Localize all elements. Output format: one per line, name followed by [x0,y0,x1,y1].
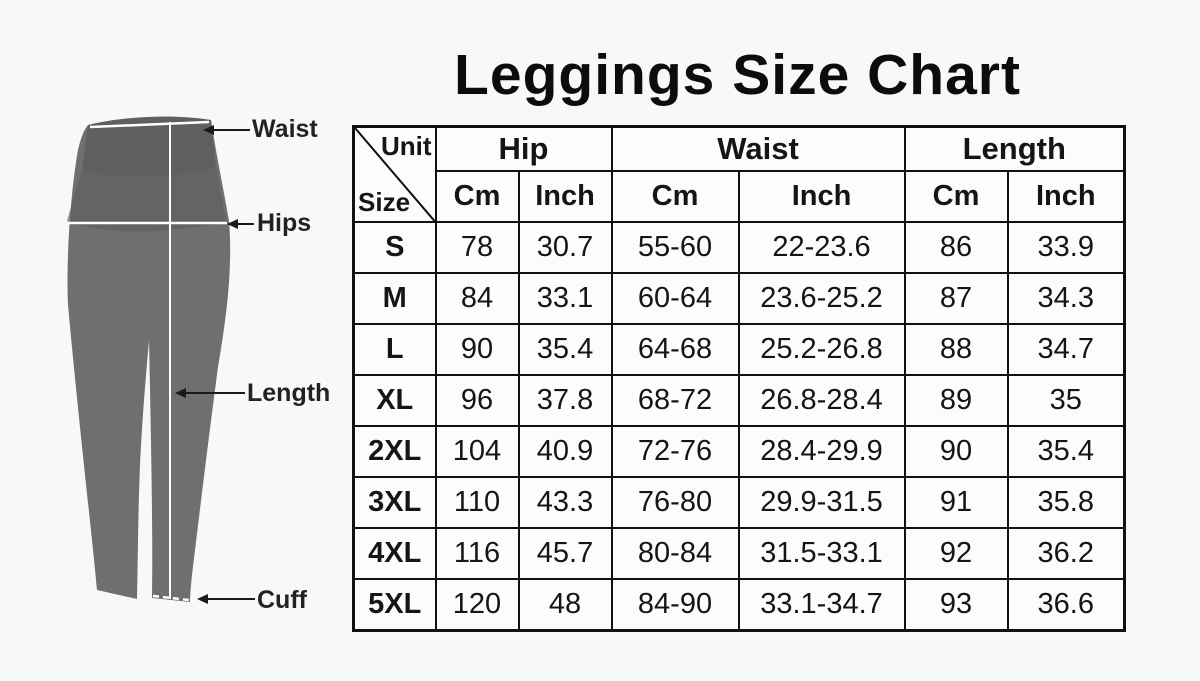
table-cell: 84 [436,273,519,324]
table-unit-header-row [354,171,1125,222]
table-cell: 31.5-33.1 [739,528,905,579]
table-cell: 87 [905,273,1008,324]
table-row [354,375,1125,426]
table-cell: 60-64 [612,273,739,324]
table-cell: 96 [436,375,519,426]
corner-size-label: Size [358,187,411,217]
size-value: L [354,324,436,375]
size-value: 5XL [354,579,436,630]
table-cell: 120 [436,579,519,630]
table-cell: 34.7 [1008,324,1125,375]
header-length: Length [905,127,1125,171]
table-cell: 93 [905,579,1008,630]
size-value: XL [354,375,436,426]
table-row [354,222,1125,273]
table-cell: 91 [905,477,1008,528]
header-length-inch: Inch [1008,171,1125,222]
table-cell: 80-84 [612,528,739,579]
header-hip: Hip [436,127,612,171]
table-cell: 28.4-29.9 [739,426,905,477]
cuff-arrow [197,594,255,604]
table-cell: 37.8 [519,375,612,426]
table-cell: 48 [519,579,612,630]
table-cell: 116 [436,528,519,579]
table-row [354,273,1125,324]
waist-label: Waist [252,115,318,143]
size-value: 4XL [354,528,436,579]
table-cell: 33.1 [519,273,612,324]
table-cell: 33.9 [1008,222,1125,273]
table-cell: 29.9-31.5 [739,477,905,528]
header-length-cm: Cm [905,171,1008,222]
length-label: Length [247,379,331,407]
table-cell: 35.8 [1008,477,1125,528]
table-cell: 84-90 [612,579,739,630]
table-row [354,579,1125,630]
size-value: S [354,222,436,273]
table-cell: 35.4 [1008,426,1125,477]
table-cell: 110 [436,477,519,528]
corner-unit-label: Unit [380,131,432,161]
table-row [354,477,1125,528]
cuff-label: Cuff [257,586,307,614]
table-cell: 40.9 [519,426,612,477]
size-value: M [354,273,436,324]
table-cell: 68-72 [612,375,739,426]
hips-arrow [227,219,254,229]
table-cell: 76-80 [612,477,739,528]
header-waist: Waist [612,127,905,171]
table-cell: 33.1-34.7 [739,579,905,630]
table-cell: 55-60 [612,222,739,273]
hips-label: Hips [257,209,312,237]
header-hip-cm: Cm [436,171,519,222]
corner-unit-size-cell [354,127,436,223]
table-cell: 30.7 [519,222,612,273]
table-cell: 23.6-25.2 [739,273,905,324]
header-waist-inch: Inch [739,171,905,222]
table-cell: 26.8-28.4 [739,375,905,426]
table-row [354,324,1125,375]
table-cell: 64-68 [612,324,739,375]
leggings-figure [40,105,340,650]
table-cell: 43.3 [519,477,612,528]
table-row [354,528,1125,579]
header-hip-inch: Inch [519,171,612,222]
table-cell: 22-23.6 [739,222,905,273]
size-table [352,125,1126,632]
table-group-header-row [354,127,1125,171]
table-cell: 88 [905,324,1008,375]
table-cell: 104 [436,426,519,477]
table-cell: 90 [436,324,519,375]
table-cell: 36.6 [1008,579,1125,630]
table-cell: 35.4 [519,324,612,375]
size-value: 2XL [354,426,436,477]
size-value: 3XL [354,477,436,528]
page-title: Leggings Size Chart [454,43,1021,107]
table-cell: 25.2-26.8 [739,324,905,375]
table-cell: 36.2 [1008,528,1125,579]
table-cell: 86 [905,222,1008,273]
table-cell: 92 [905,528,1008,579]
table-cell: 78 [436,222,519,273]
table-cell: 35 [1008,375,1125,426]
table-cell: 89 [905,375,1008,426]
table-row [354,426,1125,477]
header-waist-cm: Cm [612,171,739,222]
table-cell: 45.7 [519,528,612,579]
table-cell: 72-76 [612,426,739,477]
table-cell: 34.3 [1008,273,1125,324]
table-cell: 90 [905,426,1008,477]
